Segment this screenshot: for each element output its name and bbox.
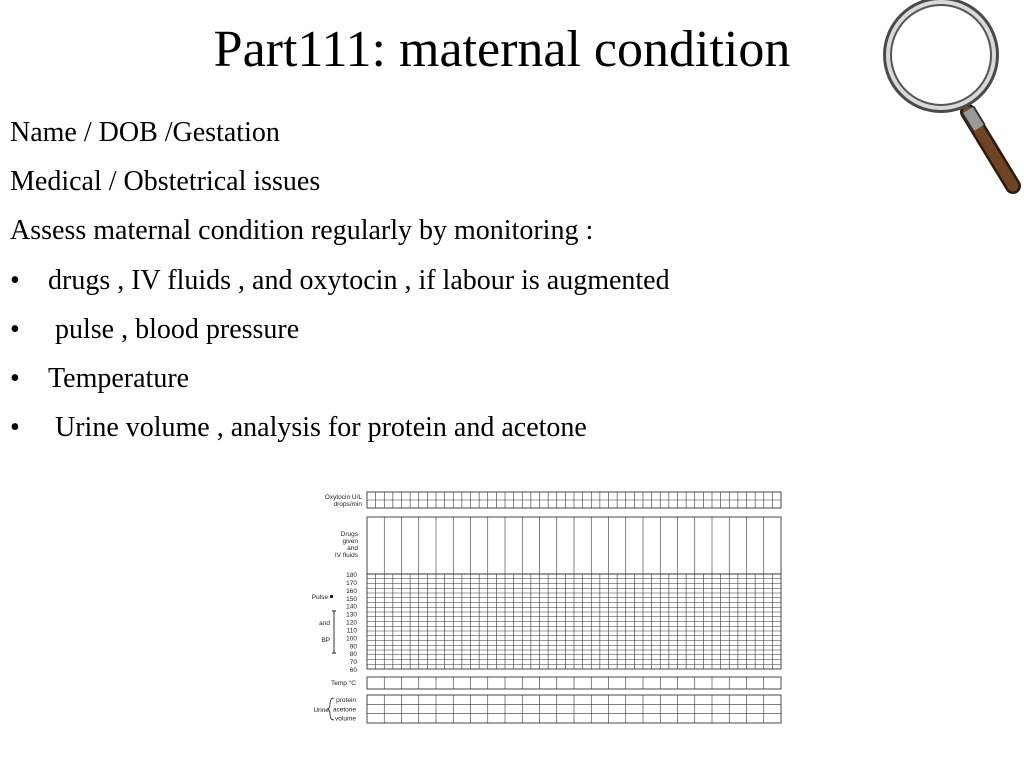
pulse-bp-scale-label: 180 — [346, 572, 357, 579]
pulse-bp-scale-label: 150 — [346, 595, 357, 603]
temperature-grid — [367, 677, 781, 689]
pulse-bp-grid — [367, 574, 781, 669]
pulse-label: Pulse — [311, 594, 328, 601]
bullet-item-urine — [10, 403, 870, 452]
bullet-glyph: • — [10, 412, 20, 444]
bullet-glyph: • — [10, 363, 20, 395]
drugs-grid — [367, 517, 781, 574]
partograph-chart — [310, 488, 784, 726]
pulse-marker-icon — [330, 595, 333, 598]
issues-line: Medical / Obstetrical issues — [10, 166, 321, 198]
magnifying-glass-icon — [876, 0, 1024, 205]
bullet-text: Urine volume , analysis for protein and acetone — [48, 412, 587, 444]
pulse-bp-scale-label: 60 — [349, 667, 357, 674]
urine-row-label: acetone — [332, 706, 356, 714]
drugs-label-line: IV fluids — [334, 552, 358, 559]
drugs-label-line: Drugs — [340, 531, 358, 538]
pulse-bp-scale-label: 110 — [346, 627, 357, 635]
slide-title: Part111: maternal condition — [213, 21, 791, 78]
drugs-label-line: and — [347, 545, 358, 552]
pulse-bp-scale-label: 70 — [349, 659, 357, 667]
urine-row-label: protein — [336, 697, 356, 704]
bullet-text: drugs , IV fluids , and oxytocin , if labour is augmented — [48, 264, 670, 296]
oxytocin-label: Oxytocin U/L — [324, 494, 362, 501]
bullet-item-drugs — [10, 256, 870, 305]
urine-row-label: volume — [335, 715, 356, 723]
bullet-text: pulse , blood pressure — [48, 313, 300, 345]
drugs-label-line: given — [342, 538, 358, 545]
patient-details-line: Name / DOB /Gestation — [10, 117, 280, 148]
bullet-text: Temperature — [48, 363, 190, 395]
body-text — [10, 108, 870, 452]
bullet-item-pulse — [10, 305, 870, 354]
pulse-bp-scale-label: 170 — [346, 579, 357, 587]
pulse-bp-scale-label: 90 — [349, 643, 357, 651]
urine-label: Urine — [313, 707, 329, 714]
and-label: and — [319, 620, 330, 627]
pulse-bp-scale-label: 160 — [346, 587, 357, 595]
pulse-bp-scale-label: 80 — [349, 651, 357, 659]
temperature-label: Temp °C — [331, 680, 356, 687]
pulse-bp-scale-label: 130 — [346, 611, 357, 619]
oxytocin-units-label: drops/min — [333, 501, 362, 508]
oxytocin-grid — [367, 492, 781, 508]
bullet-glyph: • — [10, 264, 20, 296]
assess-line: Assess maternal condition regularly by monitoring : — [10, 215, 594, 247]
pulse-bp-scale-label: 100 — [346, 635, 357, 643]
bullet-glyph: • — [10, 313, 20, 345]
pulse-bp-scale-label: 120 — [346, 619, 357, 627]
urine-grid — [367, 695, 781, 723]
pulse-bp-scale-label: 140 — [346, 603, 357, 611]
bp-range-icon — [332, 611, 336, 653]
bp-label: BP — [321, 637, 330, 644]
bullet-item-temperature — [10, 354, 870, 403]
